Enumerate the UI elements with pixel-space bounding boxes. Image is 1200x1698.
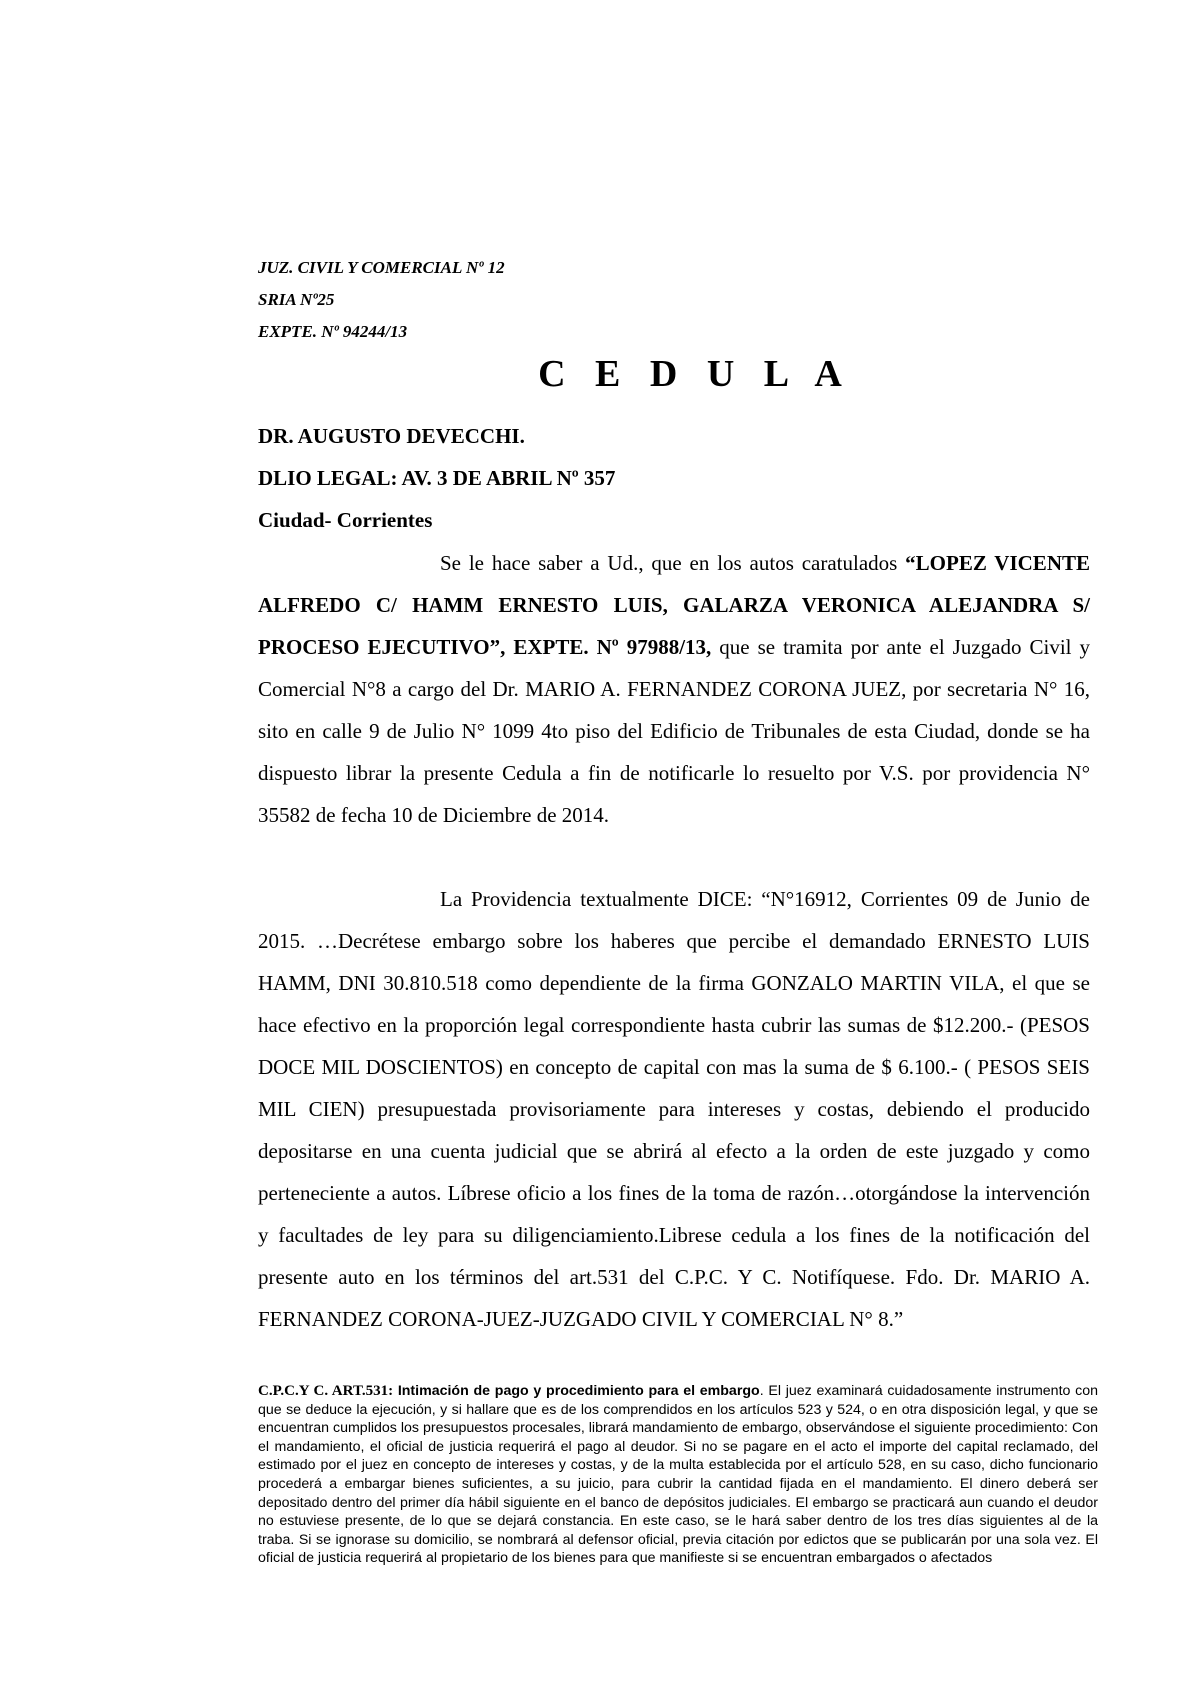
providencia-paragraph (258, 878, 1090, 1340)
providencia-text: La Providencia textualmente DICE: “N°16912, Corrientes 09 de Junio de 2015. …Decrétese embargo sobre los haberes que percibe el demandado ERNESTO LUIS HAMM, DNI 30.810.518 como dependiente de la firma GONZALO MARTIN VILA, el que se hace efectivo en la proporción legal correspondiente hasta cubrir las sumas de $12.200.- (PESOS DOCE MIL DOSCIENTOS) en concepto de capital con mas la suma de $ 6.100.- ( PESOS SEIS MIL CIEN) presupuestada provisoriamente para intereses y costas, debiendo el producido depositarse en una cuenta judicial que se abrirá al efecto a la orden de este juzgado y como perteneciente a autos. Líbrese oficio a los fines de la toma de razón…otorgándose la intervención y facultades de ley para su diligenciamiento.Librese cedula a los fines de la notificación del presente auto en los términos del art.531 del C.P.C. Y C. Notifíquese. Fdo. Dr. MARIO A. FERNANDEZ CORONA-JUEZ-JUZGADO CIVIL Y COMERCIAL N° 8.” (258, 887, 1090, 1331)
file-number: EXPTE. Nº 94244/13 (258, 322, 408, 341)
law-heading: Intimación de pago y procedimiento para el embargo (393, 1383, 760, 1399)
law-article-text (258, 1382, 1098, 1568)
law-body: . El juez examinará cuidadosamente instrumento con que se deduce la ejecución, y si hallare que es de los comprendidos en los artículos 523 y 524, o en otra disposición legal, y que se encuentran cumplidos los presupuestos procesales, librará mandamiento de embargo, observándose el siguiente procedimiento: Con el mandamiento, el oficial de justicia requerirá el pago al deudor. Si no se pagare en el acto el importe del capital reclamado, del estimado por el juez en concepto de intereses y costas, y de la multa establecida por el artículo 528, en su caso, dicho funcionario procederá a embargar bienes suficientes, a su juicio, para cubrir la cantidad fijada en el mandamiento. El dinero deberá ser depositado dentro del primer día hábil siguiente en el banco de depósitos judiciales. El embargo se practicará aun cuando el deudor no estuviese presente, de lo que se dejará constancia. En este caso, se le hará saber dentro de los tres días siguientes al de la traba. Si se ignorase su domicilio, se nombrará al defensor oficial, previa citación por edictos que se publicarán por una sola vez. El oficial de justicia requerirá al propietario de los bienes para que manifieste si se encuentran embargados o afectados (258, 1383, 1099, 1567)
secretary-number: SRIA Nº25 (258, 290, 335, 309)
law-reference: C.P.C.Y C. ART.531: (258, 1383, 394, 1399)
paragraph-intro: Se le hace saber a Ud., que en los autos caratulados (440, 551, 906, 575)
notification-paragraph (258, 542, 1090, 836)
document-title: C E D U L A (538, 353, 852, 395)
recipient-name: DR. AUGUSTO DEVECCHI. (258, 424, 525, 448)
recipient-address: DLIO LEGAL: AV. 3 DE ABRIL Nº 357 (258, 466, 616, 490)
court-name: JUZ. CIVIL Y COMERCIAL Nº 12 (258, 258, 505, 277)
case-title: “LOPEZ VICENTE ALFREDO C/ HAMM ERNESTO LUIS, GALARZA VERONICA ALEJANDRA S/ PROCESO EJECUTIVO”, EXPTE. Nº 97988/13, (258, 551, 1090, 659)
paragraph-rest: que se tramita por ante el Juzgado Civil y Comercial N°8 a cargo del Dr. MARIO A. FERNANDEZ CORONA JUEZ, por secretaria N° 16, sito en calle 9 de Julio N° 1099 4to piso del Edificio de Tribunales de esta Ciudad, donde se ha dispuesto librar la presente Cedula a fin de notificarle lo resuelto por V.S. por providencia N° 35582 de fecha 10 de Diciembre de 2014. (258, 635, 1090, 827)
recipient-city: Ciudad- Corrientes (258, 508, 433, 532)
